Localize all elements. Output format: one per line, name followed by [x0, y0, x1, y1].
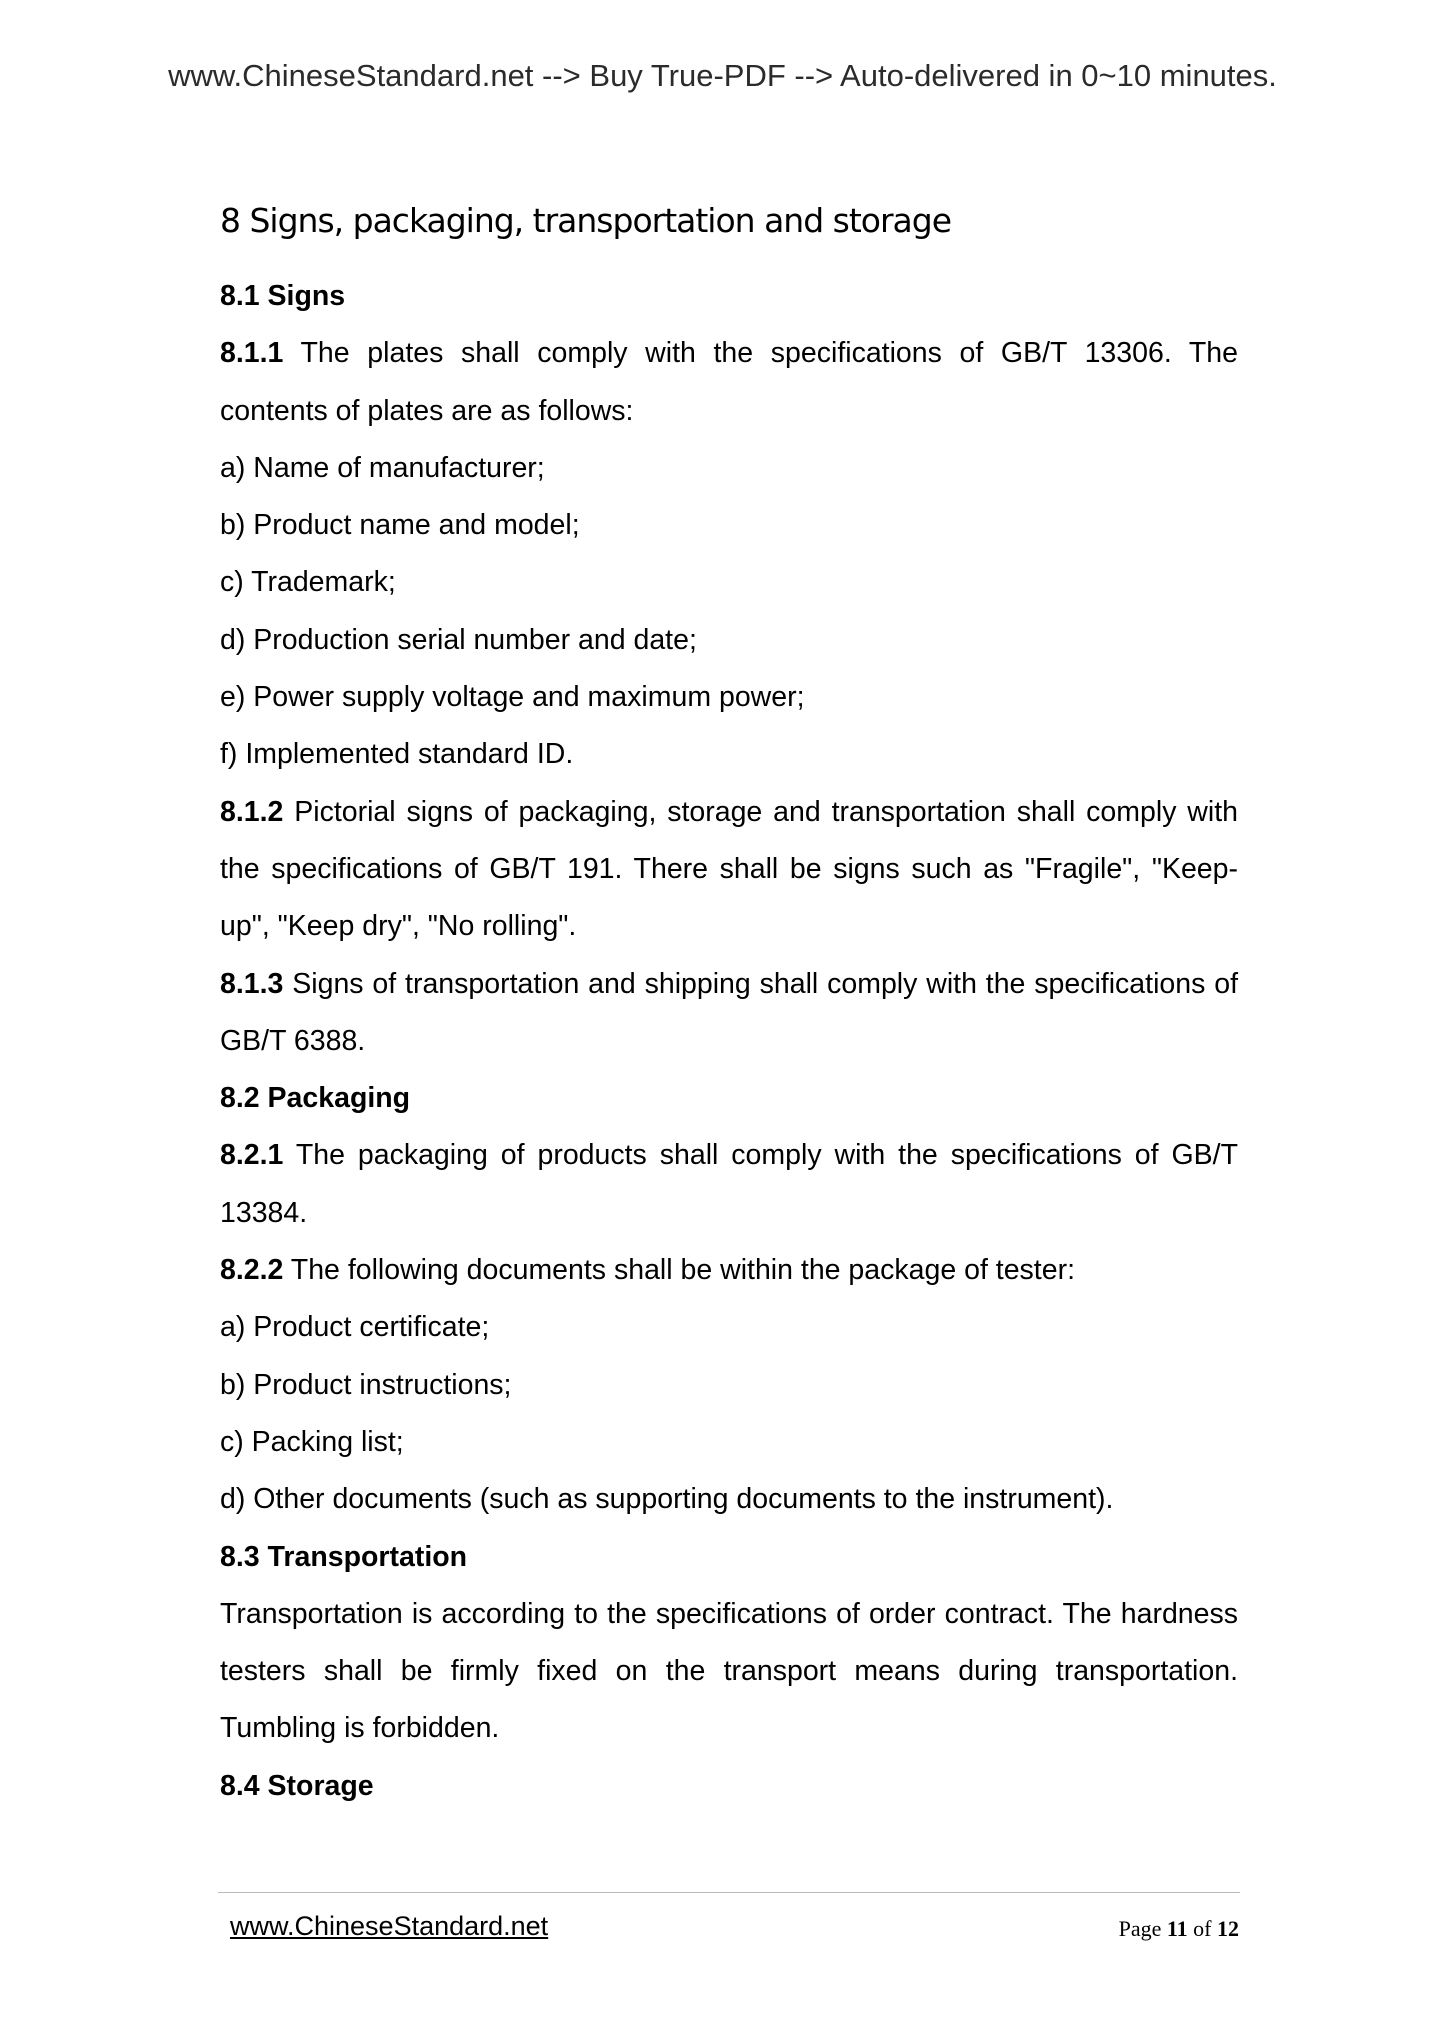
heading-8-1: 8.1 Signs	[220, 280, 346, 312]
list-item: d) Production serial number and date;	[220, 623, 697, 656]
list-item: b) Product instructions;	[220, 1368, 512, 1401]
clause-number: 8.1.3	[220, 967, 284, 1000]
list-item: c) Trademark;	[220, 566, 396, 599]
list-item: d) Other documents (such as supporting documents to the instrument).	[220, 1483, 1114, 1516]
current-page: 11	[1166, 1916, 1188, 1941]
footer-divider	[218, 1892, 1240, 1893]
clause-8-1-1	[220, 325, 1238, 440]
clause-number: 8.2.1	[220, 1139, 284, 1172]
list-item: a) Product certificate;	[220, 1311, 490, 1344]
clause-8-2-1	[220, 1127, 1238, 1242]
clause-number: 8.2.2	[220, 1254, 284, 1287]
footer-website-link[interactable]: www.ChineseStandard.net	[230, 1911, 549, 1941]
clause-text: The packaging of products shall comply with the specifications of GB/T 13384.	[220, 1139, 1238, 1229]
clause-text: Signs of transportation and shipping shall comply with the specifications of GB/T 6388.	[220, 967, 1238, 1057]
list-item: e) Power supply voltage and maximum power;	[220, 681, 805, 714]
page-number	[1119, 1916, 1239, 1942]
clause-number: 8.1.1	[220, 337, 284, 370]
top-banner: www.ChineseStandard.net --> Buy True-PDF --> Auto-delivered in 0~10 minutes.	[168, 58, 1277, 93]
list-item: b) Product name and model;	[220, 509, 580, 542]
of-word: of	[1193, 1916, 1212, 1941]
clause-text: Pictorial signs of packaging, storage and transportation shall comply with the specifications of GB/T 191. There shall be signs such as "Fragile", "Keep-up", "Keep dry", "No rolling".	[220, 795, 1238, 943]
heading-8-4: 8.4 Storage	[220, 1769, 374, 1802]
clause-8-1-3	[220, 956, 1238, 1071]
heading-8-2: 8.2 Packaging	[220, 1082, 411, 1115]
total-pages: 12	[1217, 1916, 1239, 1941]
clause-number: 8.1.2	[220, 795, 284, 828]
clause-8-1-2	[220, 784, 1238, 956]
clause-text: The following documents shall be within the package of tester:	[283, 1254, 1075, 1287]
list-item: f) Implemented standard ID.	[220, 738, 574, 771]
transportation-paragraph: Transportation is according to the specifications of order contract. The hardness testers shall be firmly fixed on the transport means during transportation. Tumbling is forbidden.	[220, 1597, 1238, 1745]
clause-8-2-2	[220, 1242, 1238, 1299]
document-body	[220, 196, 1238, 1815]
heading-8-3: 8.3 Transportation	[220, 1540, 468, 1573]
page-word: Page	[1118, 1916, 1162, 1941]
section-title: 8 Signs, packaging, transportation and storage	[220, 201, 951, 240]
clause-text: The plates shall comply with the specifications of GB/T 13306. The contents of plates are as follows:	[220, 337, 1238, 427]
list-item: a) Name of manufacturer;	[220, 451, 545, 484]
list-item: c) Packing list;	[220, 1425, 404, 1458]
